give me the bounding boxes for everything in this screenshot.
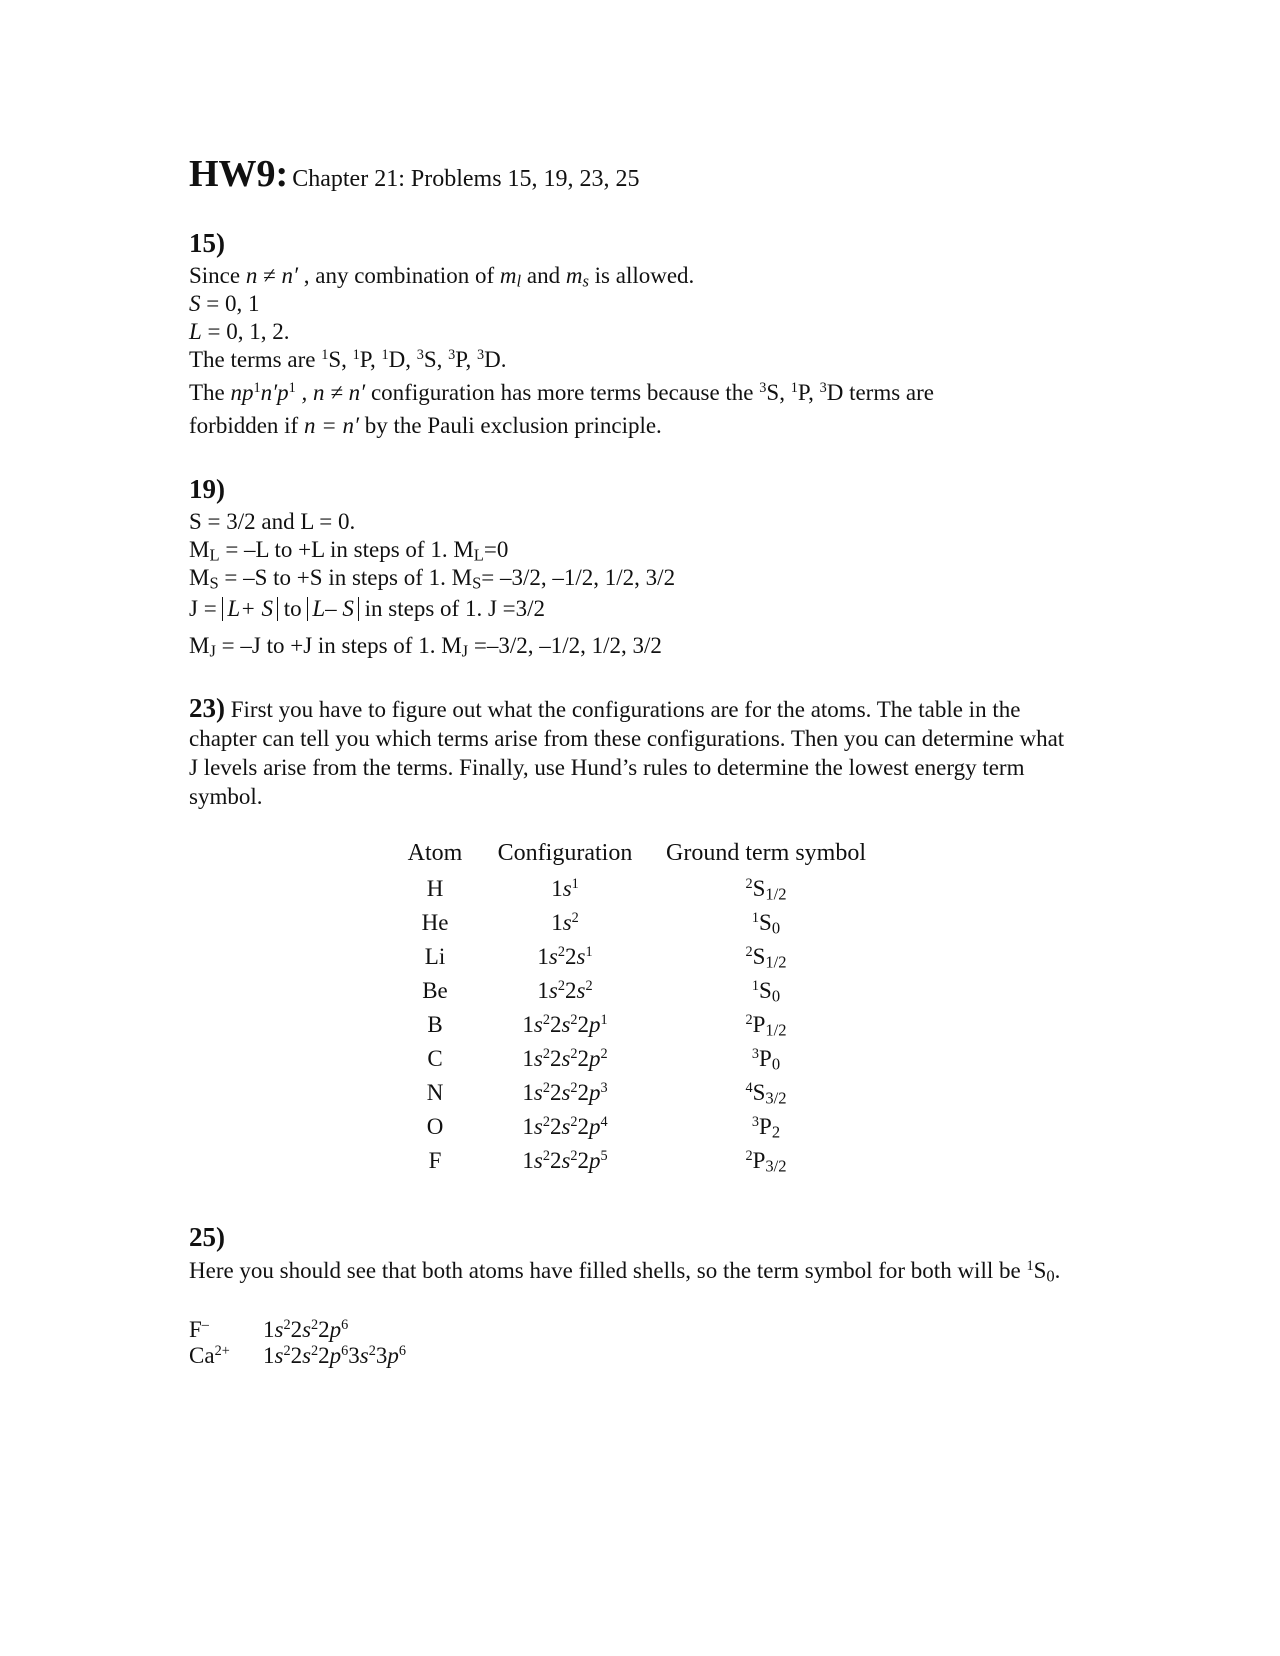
problem-15-line-6 (189, 412, 662, 440)
term-letter: S (766, 380, 780, 405)
orbital-letter: s (302, 1317, 312, 1342)
text: terms are (843, 380, 934, 405)
term-letter: S (759, 978, 772, 1003)
orbital-occupancy: 2 (571, 910, 579, 927)
problem-15-line-3 (189, 318, 290, 346)
text: The (189, 380, 231, 405)
separator: , (405, 347, 417, 372)
ion-configuration (263, 1342, 406, 1370)
absolute-value: L– S (307, 597, 359, 621)
table-cell-atom: H (426, 876, 444, 901)
orbital-occupancy: 2 (570, 1148, 578, 1165)
orbital-n: 1 (551, 876, 563, 901)
term-j: 0 (1046, 1266, 1055, 1286)
term-symbol (820, 380, 844, 405)
term-j: 3/2 (765, 1156, 787, 1176)
table-cell-configuration (551, 876, 579, 902)
orbital-n: 2 (549, 1012, 562, 1037)
text: =0 (483, 537, 509, 562)
table-cell-configuration (522, 1012, 607, 1038)
term-multiplicity: 1 (790, 380, 798, 397)
orbital-occupancy: 2 (557, 944, 565, 961)
problem-19-line-1: S = 3/2 and L = 0. (189, 509, 356, 534)
text: in steps of 1. J =3/2 (358, 596, 546, 621)
orbital-occupancy: 2 (542, 1114, 550, 1131)
sub: S (472, 573, 482, 593)
table-cell-configuration (551, 910, 579, 936)
config-nprime-p: n′p (260, 380, 289, 405)
term-symbol (381, 347, 405, 372)
configuration (551, 876, 579, 901)
orbital-letter: s (533, 1012, 543, 1037)
orbital-occupancy: 6 (398, 1343, 406, 1360)
sub: L (473, 545, 484, 565)
table-cell-atom: Li (424, 944, 446, 969)
orbital-letter: s (274, 1317, 284, 1342)
orbital-occupancy: 2 (283, 1317, 291, 1334)
term-multiplicity: 1 (352, 347, 360, 364)
orbital-n: 2 (318, 1343, 330, 1368)
orbital-occupancy: 6 (341, 1343, 349, 1360)
term-letter: P (752, 1012, 766, 1037)
orbital-n: 2 (565, 944, 577, 969)
term-j: 0 (771, 1054, 781, 1074)
orbital-letter: s (576, 978, 586, 1003)
term-symbol (751, 1114, 781, 1142)
text: M (189, 633, 210, 658)
text: = –3/2, –1/2, 1/2, 3/2 (481, 565, 676, 590)
term-symbol (745, 1148, 787, 1176)
term-letter: D (388, 347, 406, 372)
var-S: S (189, 291, 201, 316)
orbital-letter: s (533, 1080, 543, 1105)
orbital-n: 2 (549, 1114, 562, 1139)
orbital-occupancy: 2 (585, 978, 593, 995)
configuration (522, 1114, 607, 1139)
table-cell-configuration (522, 1114, 607, 1140)
term-letter: S (752, 1080, 766, 1105)
problem-25-paragraph (189, 1256, 1069, 1285)
var-ms: m (565, 263, 583, 288)
var-n: n (245, 263, 258, 288)
orbital-occupancy: 1 (571, 876, 579, 893)
config-np: np (230, 380, 254, 405)
term-multiplicity: 3 (477, 347, 485, 364)
table-cell-term (745, 876, 786, 902)
term-letter: P (752, 1148, 766, 1173)
orbital-n: 2 (549, 1148, 562, 1173)
separator: , (779, 380, 791, 405)
text: M (189, 565, 210, 590)
orbital-letter: s (561, 1114, 571, 1139)
problem-15-line-2 (189, 290, 259, 318)
table-cell-atom: Be (422, 978, 448, 1003)
orbital-n: 2 (577, 1148, 590, 1173)
table-cell-configuration (522, 1046, 607, 1072)
orbital-letter: s (561, 1012, 571, 1037)
term-multiplicity: 2 (745, 1012, 753, 1029)
text: to (283, 596, 308, 621)
separator: . (500, 347, 507, 372)
term-symbol (751, 1046, 781, 1074)
table-header-0: Atom (407, 840, 463, 866)
problem-23-text: First you have to figure out what the configurations are for the atoms. The table in the chapter can tell you which terms arise from these configurations. Then you can determine what J levels arise from the terms. Finally, use Hund’s rules to determine the lowest energy term symbol. (189, 697, 1065, 809)
table-cell-configuration (522, 1148, 607, 1174)
term-symbol (353, 347, 370, 372)
configuration (522, 1080, 607, 1105)
orbital-letter: p (589, 1046, 601, 1071)
var-L: L (189, 319, 202, 344)
table-cell-term (752, 978, 780, 1004)
sup: 1 (288, 380, 296, 397)
var-ml: m (499, 263, 517, 288)
separator: , (369, 347, 382, 372)
term-multiplicity: 3 (819, 380, 827, 397)
orbital-occupancy: 2 (570, 1012, 578, 1029)
equation: n = n′ (303, 413, 360, 438)
orbital-n: 2 (318, 1317, 330, 1342)
term-j: 2 (771, 1122, 781, 1142)
orbital-n: 1 (522, 1012, 534, 1037)
sub: L (209, 545, 220, 565)
text: Since (189, 263, 246, 288)
term-multiplicity: 1 (381, 347, 389, 364)
orbital-occupancy: 2 (600, 1046, 608, 1063)
term-symbol (751, 910, 781, 938)
separator: , (341, 347, 353, 372)
text: = 0, 1, 2. (201, 319, 290, 344)
problem-19-line-4 (189, 595, 545, 623)
term-letter: S (752, 876, 766, 901)
table-cell-atom: B (427, 1012, 443, 1037)
problem-19-line-3 (189, 564, 675, 592)
title-main: HW9: (189, 153, 289, 195)
term-letter: D (484, 347, 501, 372)
orbital-n: 2 (549, 1080, 562, 1105)
problem-15-line-5 (189, 379, 934, 407)
term-multiplicity: 3 (751, 1046, 760, 1063)
problem-15-line-4 (189, 346, 507, 374)
configuration (263, 1317, 348, 1342)
text: = –J to +J in steps of 1. M (215, 633, 462, 658)
orbital-letter: p (589, 1080, 601, 1105)
orbital-occupancy: 2 (283, 1343, 291, 1360)
problem-23-paragraph (189, 694, 1069, 811)
term-j: 0 (771, 918, 781, 938)
table-cell-configuration (537, 978, 592, 1004)
term-letter: S (423, 347, 437, 372)
sub: J (209, 641, 216, 661)
term-symbol (759, 380, 779, 405)
term-multiplicity: 3 (759, 380, 767, 397)
configuration (263, 1343, 406, 1368)
orbital-n: 2 (290, 1343, 303, 1368)
absolute-value: L+ S (222, 597, 278, 621)
term-multiplicity: 1 (751, 978, 760, 995)
ion-charge: – (201, 1317, 209, 1334)
term-multiplicity: 2 (745, 1148, 753, 1165)
term-j: 1/2 (765, 884, 787, 904)
title-subtitle: Chapter 21: Problems 15, 19, 23, 25 (292, 166, 640, 192)
term-symbol (1026, 1258, 1055, 1286)
neq-sign: ≠ (257, 263, 282, 288)
text: . (1054, 1258, 1061, 1283)
table-cell-atom: F (428, 1148, 442, 1173)
orbital-letter: s (302, 1343, 312, 1368)
term-multiplicity: 4 (745, 1080, 753, 1097)
term-multiplicity: 1 (1026, 1258, 1034, 1275)
orbital-letter: p (589, 1012, 601, 1037)
text: = –L to +L in steps of 1. M (219, 537, 474, 562)
text: = –S to +S in steps of 1. M (218, 565, 473, 590)
term-symbol (1026, 1258, 1055, 1286)
orbital-occupancy: 2 (542, 1012, 550, 1029)
orbital-letter: s (561, 1046, 571, 1071)
text: configuration has more terms because the (365, 380, 760, 405)
term-symbol (791, 380, 808, 405)
orbital-occupancy: 1 (585, 944, 593, 961)
table-cell-atom: O (426, 1114, 444, 1139)
term-multiplicity: 3 (448, 347, 456, 364)
text: and (521, 263, 566, 288)
orbital-n: 3 (348, 1343, 360, 1368)
term-letter: P (759, 1046, 772, 1071)
configuration (522, 1148, 607, 1173)
orbital-letter: s (561, 1148, 571, 1173)
term-symbol (745, 944, 787, 972)
orbital-letter: p (329, 1317, 342, 1342)
ion-symbol: F (189, 1317, 202, 1342)
orbital-occupancy: 2 (542, 1080, 550, 1097)
term-symbol (417, 347, 437, 372)
table-cell-term (752, 1114, 780, 1140)
term-symbol (745, 1012, 787, 1040)
table-cell-atom: C (427, 1046, 443, 1071)
problem-19-line-2 (189, 536, 508, 564)
term-multiplicity: 3 (416, 347, 424, 364)
orbital-letter: p (387, 1343, 399, 1368)
orbital-n: 2 (577, 1046, 590, 1071)
term-letter: S (759, 910, 772, 935)
orbital-n: 2 (565, 978, 577, 1003)
orbital-occupancy: 2 (570, 1114, 578, 1131)
table-cell-term (745, 944, 786, 970)
term-j: 0 (771, 986, 781, 1006)
var-nprime: n′ (281, 263, 299, 288)
page-title (189, 152, 640, 196)
orbital-letter: p (589, 1148, 601, 1173)
term-symbol (448, 347, 465, 372)
text: by the Pauli exclusion principle. (359, 413, 662, 438)
term-multiplicity: 1 (751, 910, 760, 927)
sub: J (461, 641, 469, 661)
separator: , (436, 347, 449, 372)
table-cell-atom: N (426, 1080, 444, 1105)
orbital-n: 1 (263, 1343, 275, 1368)
term-symbol (477, 347, 501, 372)
table-cell-term (752, 1046, 780, 1072)
ion-symbol: Ca (189, 1343, 215, 1368)
orbital-n: 1 (537, 944, 549, 969)
orbital-letter: s (533, 1046, 543, 1071)
orbital-letter: p (589, 1114, 601, 1139)
orbital-occupancy: 1 (600, 1012, 608, 1029)
orbital-letter: s (533, 1114, 543, 1139)
orbital-n: 3 (375, 1343, 388, 1368)
orbital-letter: s (548, 978, 558, 1003)
orbital-n: 1 (551, 910, 563, 935)
orbital-occupancy: 2 (557, 978, 565, 995)
table-cell-term (745, 1012, 786, 1038)
forbidden-terms (759, 380, 843, 405)
orbital-letter: s (274, 1343, 284, 1368)
text: J = (189, 596, 223, 621)
term-letter: P (359, 347, 370, 372)
configuration (551, 910, 579, 935)
text: , any combination of (298, 263, 500, 288)
table-cell-term (745, 1148, 786, 1174)
term-multiplicity: 2 (745, 944, 753, 961)
orbital-n: 2 (577, 1012, 590, 1037)
problem-19-number: 19) (189, 474, 225, 504)
term-multiplicity: 2 (745, 876, 753, 893)
term-letter: S (1033, 1258, 1047, 1283)
term-j: 3/2 (765, 1088, 787, 1108)
problem-15-line-1 (189, 262, 694, 290)
orbital-occupancy: 6 (341, 1317, 349, 1334)
term-symbol (745, 876, 787, 904)
configuration (522, 1012, 607, 1037)
orbital-occupancy: 2 (570, 1046, 578, 1063)
ion-charge: 2+ (214, 1343, 230, 1360)
orbital-n: 2 (577, 1080, 590, 1105)
text: forbidden if (189, 413, 304, 438)
text: = 0, 1 (200, 291, 260, 316)
sub-s: s (582, 271, 589, 291)
sup: 1 (253, 380, 261, 397)
term-j: 1/2 (765, 952, 787, 972)
text: Here you should see that both atoms have filled shells, so the term symbol for both will be (189, 1258, 1027, 1283)
text: M (189, 537, 210, 562)
table-header-1: Configuration (497, 840, 633, 866)
term-multiplicity: 1 (321, 347, 329, 364)
term-letter: D (826, 380, 844, 405)
orbital-letter: s (533, 1148, 543, 1173)
table-header-2: Ground term symbol (666, 840, 866, 866)
orbital-n: 1 (522, 1114, 534, 1139)
orbital-occupancy: 3 (600, 1080, 608, 1097)
term-letter: S (328, 347, 342, 372)
orbital-n: 1 (537, 978, 549, 1003)
orbital-n: 1 (522, 1148, 534, 1173)
separator: , (465, 347, 478, 372)
orbital-n: 2 (577, 1114, 590, 1139)
orbital-occupancy: 2 (368, 1343, 376, 1360)
orbital-occupancy: 4 (600, 1114, 608, 1131)
orbital-occupancy: 2 (570, 1080, 578, 1097)
orbital-letter: s (561, 1080, 571, 1105)
orbital-occupancy: 2 (311, 1343, 319, 1360)
term-j: 1/2 (765, 1020, 787, 1040)
orbital-occupancy: 5 (600, 1148, 608, 1165)
sub: S (209, 573, 219, 593)
table-cell-atom: He (421, 910, 449, 935)
orbital-occupancy: 2 (542, 1046, 550, 1063)
orbital-n: 1 (263, 1317, 275, 1342)
orbital-letter: s (548, 944, 558, 969)
problem-15-number: 15) (189, 228, 225, 258)
orbital-letter: s (562, 876, 572, 901)
table-cell-term (752, 910, 780, 936)
sub-l: l (516, 271, 522, 291)
term-letter: S (752, 944, 766, 969)
text: =–3/2, –1/2, 1/2, 3/2 (468, 633, 662, 658)
orbital-n: 2 (549, 1046, 562, 1071)
configuration (537, 978, 592, 1003)
ion-configuration (263, 1316, 348, 1344)
term-letter: P (455, 347, 466, 372)
separator: , (808, 380, 820, 405)
configuration (537, 944, 592, 969)
text: The terms are (189, 347, 322, 372)
term-symbol (321, 347, 341, 372)
term-list (321, 347, 506, 372)
table-cell-configuration (537, 944, 592, 970)
term-multiplicity: 3 (751, 1114, 760, 1131)
orbital-letter: s (576, 944, 586, 969)
orbital-letter: s (562, 910, 572, 935)
orbital-letter: p (329, 1343, 342, 1368)
term-symbol (745, 1080, 787, 1108)
orbital-n: 1 (522, 1046, 534, 1071)
text: is allowed. (588, 263, 695, 288)
table-cell-configuration (522, 1080, 607, 1106)
condition: , n ≠ n′ (295, 380, 366, 405)
term-letter: P (797, 380, 809, 405)
table-cell-term (745, 1080, 786, 1106)
problem-23-number: 23) (189, 693, 225, 723)
orbital-occupancy: 2 (542, 1148, 550, 1165)
ion-label (189, 1342, 230, 1370)
configuration (522, 1046, 607, 1071)
ion-label (189, 1316, 209, 1344)
orbital-occupancy: 2 (311, 1317, 319, 1334)
problem-25-number: 25) (189, 1222, 225, 1252)
orbital-letter: s (359, 1343, 369, 1368)
orbital-n: 2 (290, 1317, 303, 1342)
term-symbol (751, 978, 781, 1006)
orbital-n: 1 (522, 1080, 534, 1105)
problem-19-line-5 (189, 632, 662, 660)
term-letter: P (759, 1114, 772, 1139)
